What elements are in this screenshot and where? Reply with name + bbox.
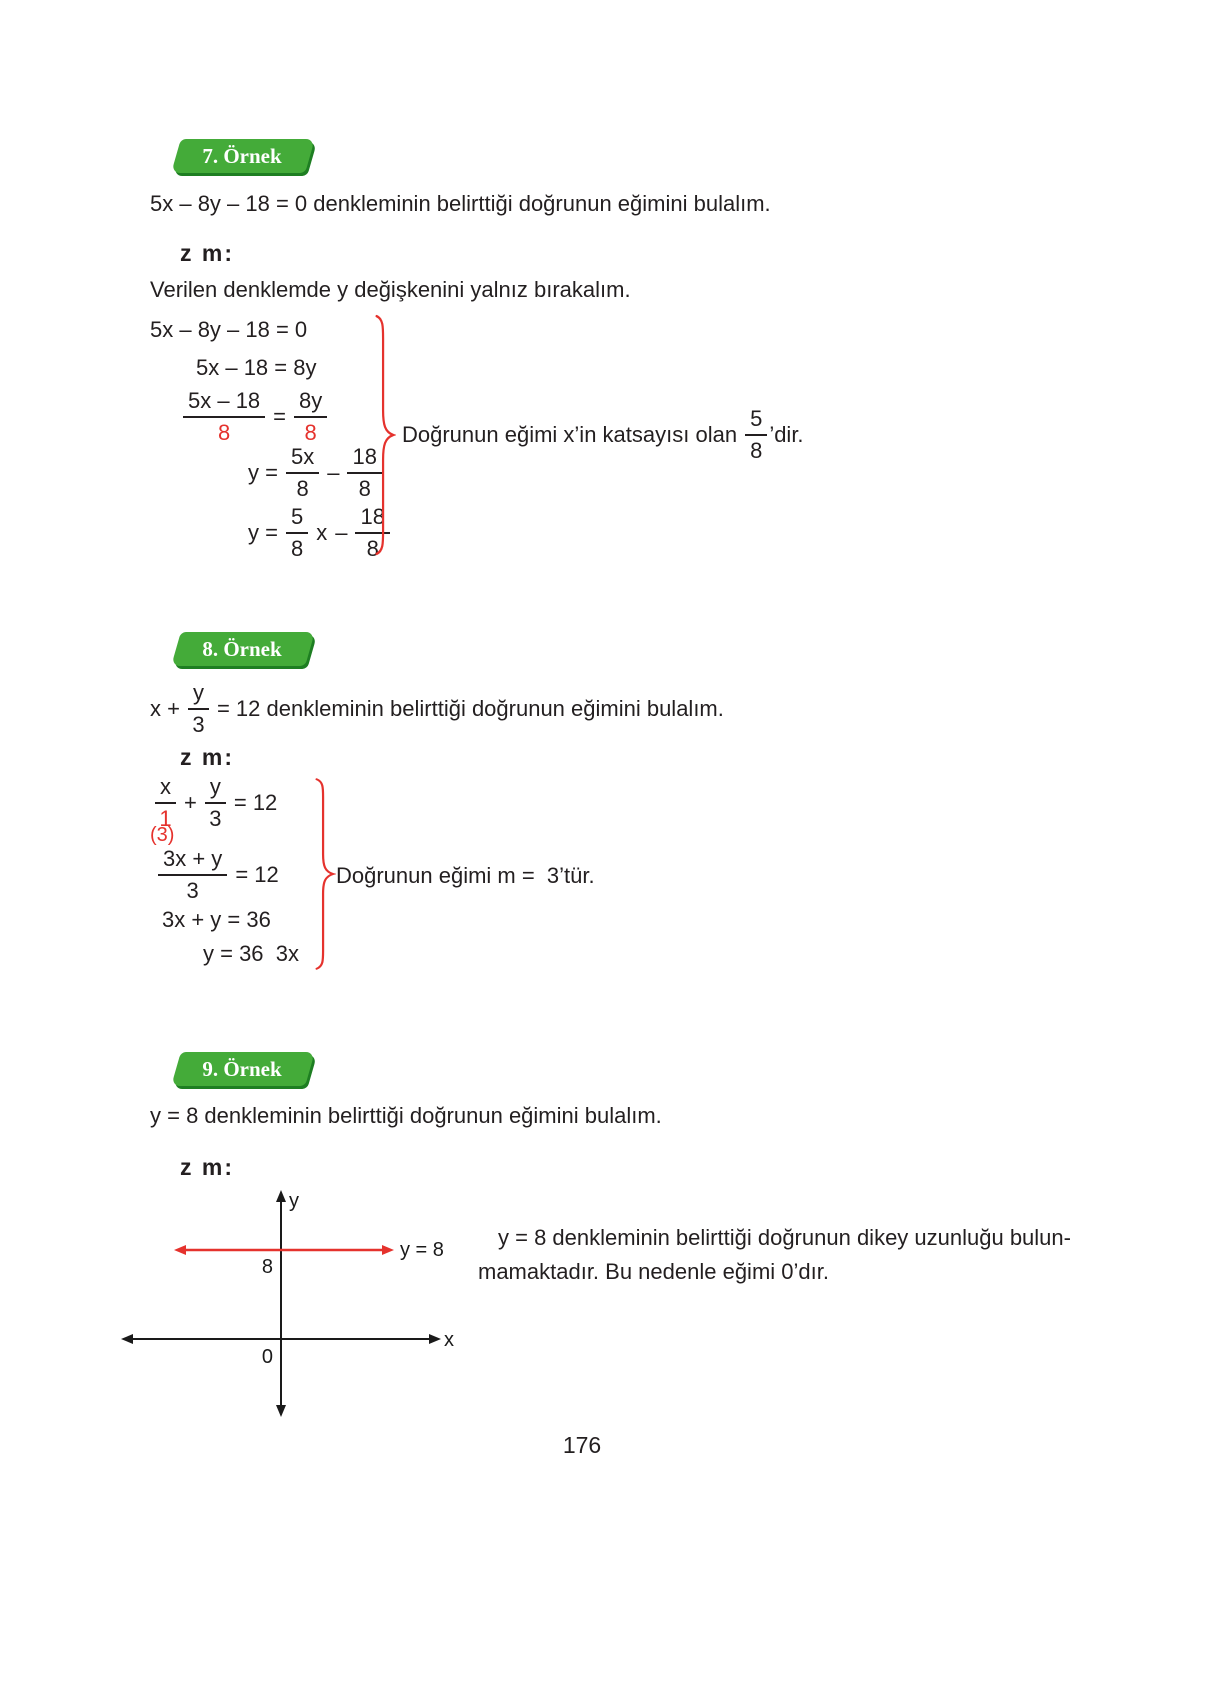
example-7-problem: 5x – 8y – 18 = 0 denkleminin belirttiği doğrunun eğimini bulalım. [150,191,771,216]
numerator: 5x [286,446,319,474]
fraction [183,390,265,444]
example-9-problem: y = 8 denkleminin belirttiği doğrunun eğimini bulalım. [150,1103,662,1128]
plus-sign: + [184,790,197,815]
fraction [205,776,226,830]
eq-line-5 [248,506,390,560]
eq-line-2: 5x – 18 = 8y [196,355,317,380]
numerator: y [205,776,226,804]
denominator: 8 [366,536,379,561]
problem-text: = 12 denkleminin belirttiği doğrunun eğimini bulalım. [216,696,724,721]
equals-value: = 12 [233,790,278,815]
example-7-note [402,408,804,462]
problem-text: x + [150,696,180,721]
denominator: 8 [750,438,763,463]
denominator: 8 [304,420,317,445]
tick-label-8: 8 [261,1256,273,1278]
example-8-badge-label: 8. Örnek [202,636,282,661]
denominator: 3 [192,712,205,737]
denominator: 3 [186,878,199,903]
eq-line-1: 5x – 8y – 18 = 0 [150,317,308,342]
denominator: 3 [209,806,222,831]
denominator: 8 [296,476,309,501]
y-axis-label: y [289,1190,299,1212]
example-8-problem [150,682,724,736]
example-9-solution-label: z m: [180,1154,234,1180]
minus-sign: – [335,520,348,545]
numerator: 5 [286,506,308,534]
eq-line-4: y = 36 3x [203,941,300,966]
fraction [745,408,767,462]
origin-label: 0 [261,1346,273,1368]
variable-x: x [316,520,328,545]
numerator: 8y [294,390,327,418]
numerator: 3x + y [158,848,227,876]
page-number: 176 [562,1432,602,1458]
axes [132,1201,430,1406]
numerator: 18 [347,446,381,474]
denominator: 8 [358,476,371,501]
example-9-graph [118,1186,458,1421]
fraction [155,776,176,830]
eq-line-2 [158,848,279,902]
numerator: 5 [745,408,767,436]
eq-line-4 [248,446,382,500]
example-7-badge-label: 7. Örnek [202,143,282,168]
denominator: 8 [290,536,304,561]
line-equation-label: y = 8 [400,1239,444,1261]
eq-line-3 [183,390,327,444]
example-7-badge [168,139,316,173]
numerator: x [155,776,176,804]
lhs: y = [248,460,278,485]
eq-line-3: 3x + y = 36 [162,907,271,932]
fraction [158,848,227,902]
eq-line-1 [155,776,277,830]
numerator: 5x – 18 [183,390,265,418]
equals-sign: = [273,404,287,429]
example-9-note-line1: y = 8 denkleminin belirttiği doğrunun dikey uzunluğu bulun- [498,1225,1071,1250]
multiplier-annotation: (3) [150,824,175,846]
fraction [286,506,308,560]
fraction [294,390,327,444]
numerator: 18 [355,506,389,534]
lhs: y = [248,520,278,545]
example-7-intro: Verilen denklemde y değişkenini yalnız bırakalım. [150,277,631,302]
fraction [188,682,209,736]
example-8-solution-label: z m: [180,744,234,770]
fraction [286,446,319,500]
x-axis-label: x [444,1329,454,1351]
red-line [174,1245,394,1255]
denominator: 8 [217,420,231,445]
numerator: y [188,682,209,710]
equals-value: = 12 [235,862,279,887]
brace-icon [312,776,336,972]
example-9-note-line2: mamaktadır. Bu nedenle eğimi 0’dır. [478,1259,829,1284]
denominator: 1 [159,806,172,831]
note-text: Doğrunun eğimi x’in katsayısı olan [402,422,738,447]
example-7-solution-label: z m: [180,240,234,266]
example-8-note: Doğrunun eğimi m = 3’tür. [336,863,595,888]
note-text: ’dir. [769,422,804,447]
example-8-badge [168,632,316,666]
brace-icon [372,312,396,558]
example-9-badge [168,1052,316,1086]
example-9-badge-label: 9. Örnek [202,1056,282,1081]
minus-sign: – [327,460,340,485]
